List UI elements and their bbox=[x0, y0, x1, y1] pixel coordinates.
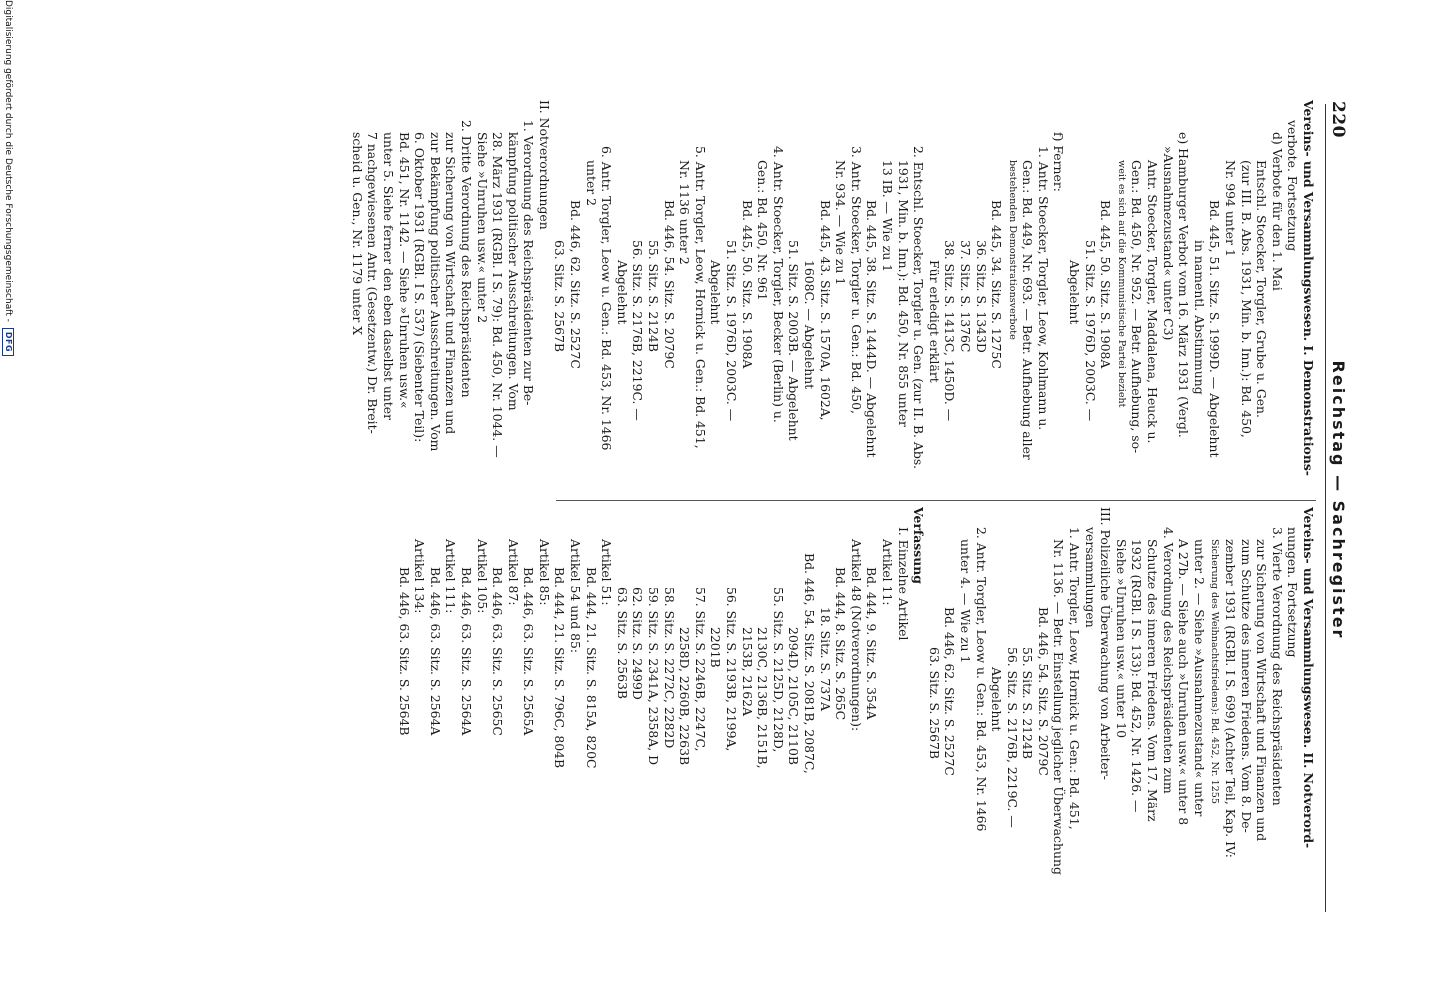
index-line: Bd. 446, 63. Sitz. S. 2565C bbox=[490, 567, 506, 736]
index-line: Bd. 446, 63. Sitz. S. 2564A bbox=[458, 567, 474, 736]
index-line: 55. Sitz. S. 2124B bbox=[1020, 647, 1036, 760]
index-line: Verfassung bbox=[911, 507, 927, 584]
index-line: Bd. 445, 50. Sitz. S. 1908A bbox=[1098, 200, 1114, 369]
index-line: Gen.: Bd. 450, Nr. 961 bbox=[755, 160, 771, 301]
right-column bbox=[396, 507, 1316, 907]
index-line: 56. Sitz. S. 2176B, 2219C. — bbox=[630, 240, 646, 421]
index-line: 18. Sitz. S. 737A bbox=[817, 607, 833, 712]
left-column bbox=[349, 100, 1316, 490]
index-line: 63. Sitz. S. 2567B bbox=[552, 240, 568, 353]
index-line: I. Einzelne Artikel bbox=[895, 527, 911, 641]
dfg-logo: DFG bbox=[2, 328, 14, 356]
index-line: 2. Dritte Verordnung des Reichspräsidenten bbox=[458, 120, 474, 398]
index-line: Bd. 444, 9. Sitz. S. 354A bbox=[864, 567, 880, 720]
index-line: 3. Vierte Verordnung des Reichspräsidenten bbox=[1269, 527, 1285, 806]
index-line: f) Ferner: bbox=[1051, 132, 1067, 192]
index-line: Bd. 444, 21. Sitz. S. 796C, 804B bbox=[552, 567, 568, 769]
index-line: 58. Sitz. S. 2272C, 2282D bbox=[661, 587, 677, 749]
index-line: 2258D, 2260B, 2263B bbox=[677, 627, 693, 766]
index-line: 4. Verordnung des Reichspräsidenten zum bbox=[1160, 527, 1176, 794]
index-line: Artikel 134: bbox=[412, 539, 428, 614]
page-number: 220 bbox=[1328, 101, 1348, 138]
index-line: Bd. 444, 8. Sitz. S. 265C bbox=[833, 567, 849, 721]
index-line: 2153B, 2162A bbox=[739, 627, 755, 716]
index-line: A 27b. — Siehe auch »Unruhen usw.« unter 8 bbox=[1176, 539, 1192, 826]
index-line: verbote. Fortsetzung bbox=[1285, 120, 1301, 252]
index-line: scheid u. Gen., Nr. 1179 unter X bbox=[349, 132, 365, 336]
index-line: Bd. 446, 63. Sitz. S. 2564A bbox=[427, 567, 443, 736]
index-line: Antr. Stoecker, Torgler, Maddalena, Heuck u. bbox=[1145, 160, 1161, 444]
index-line: 59. Sitz. S. 2341A, 2358A, D bbox=[646, 587, 662, 766]
index-line: 55. Sitz. S. 2125D, 2128D, bbox=[770, 587, 786, 753]
index-line: »Ausnahmezustand« unter C3) bbox=[1160, 146, 1176, 341]
index-line: 62. Sitz. S. 2499D bbox=[630, 587, 646, 700]
index-line: Bd. 445, 51. Sitz. S. 1999D. — Abgelehnt bbox=[1207, 200, 1223, 458]
index-line: 2. Entschl. Stoecker, Torgler u. Gen. (zur II. B. Abs. bbox=[911, 146, 927, 470]
index-line: Sicherung des Weihnachtsfriedens): Bd. 452, Nr. 1255 bbox=[1209, 539, 1221, 804]
index-line: Bd. 446, 62. Sitz. S. 2527C bbox=[942, 607, 958, 776]
index-line: 63. Sitz. S. 2563B bbox=[614, 587, 630, 700]
index-line: Artikel 54 und 85: bbox=[568, 539, 584, 654]
index-line: 2094D, 2105C, 2110B bbox=[786, 627, 802, 765]
index-line: Nr. 1136. — Betr. Einstellung jeglicher Überwachung bbox=[1051, 539, 1067, 875]
index-line: 6. Oktober 1931 (RGBl. I S. 537) (Siebenter Teil): bbox=[412, 132, 428, 443]
index-line: Bd. 445, 50. Sitz. S. 1908A bbox=[739, 200, 755, 369]
index-line: Bd. 445, 43. Sitz. S. 1570A, 1602A, bbox=[817, 200, 833, 421]
index-line: 37. Sitz. S. 1376C bbox=[957, 240, 973, 353]
index-line: 13 IB. — Wie zu 1 bbox=[879, 160, 895, 272]
index-line: Nr. 1136 unter 2 bbox=[677, 160, 693, 265]
index-line: Artikel 51: bbox=[599, 539, 615, 606]
index-line: Vereins- und Versammlungswesen. II. Notverord- bbox=[1301, 507, 1316, 849]
index-line: unter 2 bbox=[583, 160, 599, 207]
index-line: Artikel 105: bbox=[474, 539, 490, 614]
index-line: 28. März 1931 (RGBl. I S. 79): Bd. 450, Nr. 1044. — bbox=[490, 132, 506, 458]
index-line: 51. Sitz. S. 1976D, 2003C. — bbox=[724, 240, 740, 422]
index-line: 56. Sitz. S. 2193B, 2199A, bbox=[724, 587, 740, 752]
index-line: unter 5. Siehe ferner den eben daselbst unter bbox=[380, 132, 396, 421]
index-line: Artikel 11: bbox=[879, 539, 895, 606]
index-line: Schutze des inneren Friedens. Vom 17. März bbox=[1145, 539, 1161, 822]
index-line: zur Sicherung von Wirtschaft und Finanzen und bbox=[1254, 539, 1270, 842]
index-line: kämpfung politischer Ausschreitungen. Vom bbox=[505, 132, 521, 411]
index-line: 57. Sitz. S. 2246B, 2247C, bbox=[692, 587, 708, 752]
header-rule bbox=[1325, 104, 1326, 912]
index-line: Abgelehnt bbox=[708, 260, 724, 325]
index-line: 51. Sitz. S. 2003B. — Abgelehnt bbox=[786, 240, 802, 441]
index-line: II. Notverordnungen bbox=[536, 100, 552, 230]
index-line: 7 nachgewiesenen Antr. (Gesetzentw.) Dr. Breit- bbox=[365, 132, 381, 434]
index-line: 1. Verordnung des Reichspräsidenten zur Be- bbox=[521, 120, 537, 406]
index-line: 2201B bbox=[708, 627, 724, 668]
index-line: 56. Sitz. S. 2176B, 2219C. — bbox=[1004, 647, 1020, 828]
index-line: Bd. 446, 62. Sitz. S. 2527C bbox=[568, 200, 584, 369]
index-line: 36. Sitz. S. 1343D bbox=[973, 240, 989, 353]
index-line: Bd. 446, 54. Sitz. S. 2081B, 2087C, bbox=[802, 553, 817, 774]
index-line: zum Schutze des inneren Friedens. Vom 8. De- bbox=[1238, 539, 1254, 833]
index-line: 63. Sitz. S. 2567B bbox=[926, 647, 942, 760]
index-line: nungen. Fortsetzung bbox=[1285, 527, 1301, 658]
index-line: Entschl. Stoecker, Torgler, Grube u. Gen. bbox=[1254, 160, 1270, 418]
index-line: Abgelehnt bbox=[989, 667, 1005, 732]
index-line: 6. Antr. Torgler, Leow u. Gen.: Bd. 453, Nr. 1466 bbox=[599, 146, 615, 451]
index-line: 1932 (RGBl. I S. 133): Bd. 452, Nr. 1426. — bbox=[1129, 539, 1145, 813]
index-line: Bd. 451, Nr. 1142. — Siehe »Unruhen usw.« bbox=[396, 132, 412, 409]
index-line: weit es sich auf die Kommunistische Partei bezieht bbox=[1115, 160, 1127, 408]
index-line: (zur III. B. Abs. 1931, Min. b. Inn.): Bd. 450, bbox=[1238, 160, 1254, 438]
running-title: Reichstag — Sachregister bbox=[1329, 360, 1348, 640]
index-line: 1608C. — Abgelehnt bbox=[802, 260, 817, 390]
index-line: Bd. 445, 38. Sitz. S. 1444D. — Abgelehnt bbox=[864, 200, 880, 458]
index-line: Bd. 444, 21. Sitz. S. 815A, 820C bbox=[583, 567, 599, 769]
index-line: versammlungen bbox=[1082, 527, 1098, 628]
index-line: unter 4. — Wie zu 1 bbox=[957, 539, 973, 664]
index-line: Bd. 446, 63. Sitz. S. 2565A bbox=[521, 567, 537, 736]
index-line: bestehenden Demonstrationsverbote bbox=[1006, 160, 1018, 340]
index-line: 5. Antr. Torgler, Leow, Hornick u. Gen.: Bd. 451, bbox=[692, 146, 708, 449]
index-line: e) Hamburger Verbot vom 16. März 1931 (Vergl. bbox=[1176, 132, 1192, 438]
index-line: 1931, Min. b. Inn.): Bd. 450, Nr. 855 unter bbox=[895, 160, 911, 427]
index-line: 2. Antr. Torgler, Leow u. Gen.: Bd. 453, Nr. 1466 bbox=[973, 527, 989, 832]
index-line: Gen.: Bd. 450, Nr. 952. — Betr. Aufhebung, so- bbox=[1129, 160, 1145, 454]
index-line: Nr. 934. — Wie zu 1 bbox=[833, 160, 849, 286]
digitization-credit bbox=[2, 0, 14, 1000]
index-line: 3. Antr. Stoecker, Torgler u. Gen.: Bd. 450, bbox=[848, 146, 864, 414]
index-line: Bd. 446, 63. Sitz. S. 2564B bbox=[396, 567, 412, 736]
index-line: Artikel 85: bbox=[536, 539, 552, 606]
index-line: Abgelehnt bbox=[1067, 260, 1083, 325]
index-line: unter 2. — Siehe »Ausnahmezustand« unter bbox=[1191, 539, 1207, 817]
index-line: zur Sicherung von Wirtschaft und Finanzen und bbox=[443, 132, 459, 435]
index-line: Nr. 994 unter 1 bbox=[1223, 160, 1239, 257]
index-line: Bd. 446, 54. Sitz. S. 2079C bbox=[1035, 607, 1051, 776]
credit-text: Digitalisierung gefördert durch die Deutsche Forschungsgemeinschaft - bbox=[3, 0, 13, 322]
index-line: Siehe »Unruhen usw.« unter 2 bbox=[474, 132, 490, 324]
index-line: Abgelehnt bbox=[614, 260, 630, 325]
index-line: in namentl. Abstimmung bbox=[1191, 240, 1207, 395]
index-line: zember 1931 (RGBl. I S. 699) (Achter Teil, Kap. IV: bbox=[1223, 539, 1239, 858]
index-line: Artikel 87: bbox=[505, 539, 521, 606]
index-line: Für erledigt erklärt bbox=[926, 260, 942, 383]
index-line: 2130C, 2136B, 2151B, bbox=[755, 627, 771, 769]
index-line: Bd. 446, 54. Sitz. S. 2079C bbox=[661, 200, 677, 369]
index-line: Gen.: Bd. 449, Nr. 693. — Betr. Aufhebung aller bbox=[1020, 160, 1036, 460]
index-line: Artikel 111: bbox=[443, 539, 459, 614]
index-line: d) Verbote für den 1. Mai bbox=[1269, 132, 1285, 291]
index-line: 51. Sitz. S. 1976D, 2003C. — bbox=[1082, 240, 1098, 422]
index-line: Siehe »Unruhen usw.« unter 10 bbox=[1113, 539, 1129, 739]
column-divider bbox=[556, 500, 1316, 501]
index-line: 38. Sitz. S. 1413C, 1450D. — bbox=[942, 240, 958, 422]
index-line: 4. Antr. Stoecker, Torgler, Becker (Berlin) u. bbox=[770, 146, 786, 423]
index-line: 1. Antr. Torgler, Leow, Hornick u. Gen.: Bd. 451, bbox=[1067, 527, 1083, 830]
index-line: 1. Antr. Stoecker, Torgler, Leow, Kohlmann u. bbox=[1035, 146, 1051, 431]
index-line: Bd. 445, 34. Sitz. S. 1275C bbox=[989, 200, 1005, 369]
index-line: 55. Sitz. S. 2124B bbox=[646, 240, 662, 353]
index-line: zur Bekämpfung politischer Ausschreitungen. Vom bbox=[427, 132, 443, 452]
index-line: III. Polizeiliche Überwachung von Arbeiter- bbox=[1098, 507, 1114, 780]
index-line: Vereins- und Versammlungswesen. I. Demonstrations- bbox=[1301, 100, 1316, 476]
index-line: Artikel 48 (Notverordnungen): bbox=[848, 539, 864, 732]
